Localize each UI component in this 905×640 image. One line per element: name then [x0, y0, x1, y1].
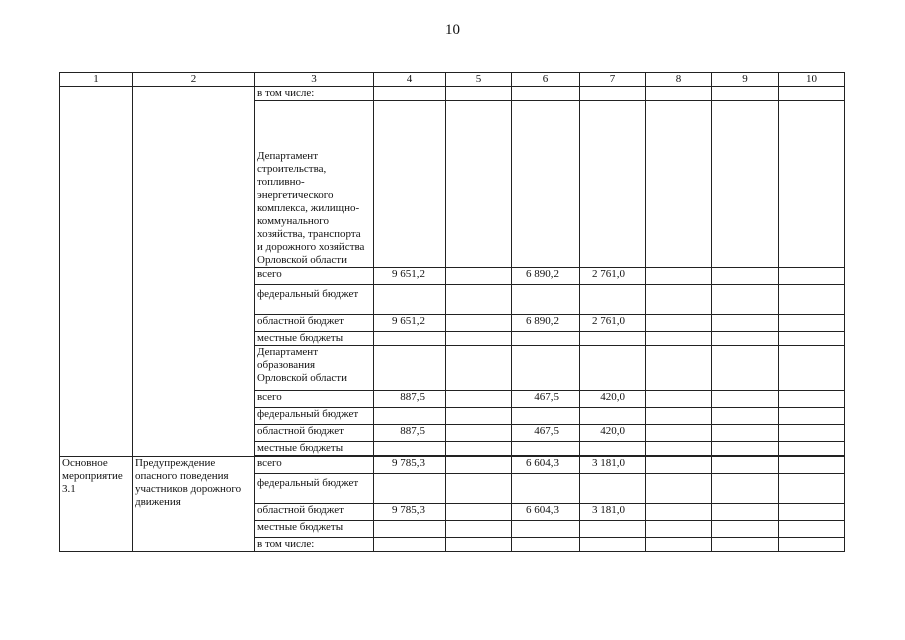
- continuation-cell-col2: [133, 87, 255, 457]
- row-label: областной бюджет: [255, 504, 374, 521]
- budget-table: [59, 72, 845, 552]
- row-label: федеральный бюджет: [255, 408, 374, 425]
- value-cell: [512, 285, 580, 315]
- row-label: областной бюджет: [255, 315, 374, 332]
- value-cell: 9 651,2: [374, 315, 446, 332]
- value-cell: 3 181,0: [580, 457, 646, 474]
- value-cell: 9 651,2: [374, 268, 446, 285]
- value-cell: [374, 521, 446, 538]
- header-cell-5: 5: [446, 73, 512, 87]
- value-cell: [580, 538, 646, 552]
- value-cell: [580, 474, 646, 504]
- department-name: Департамент строительства, топливно-энергетического комплекса, жилищно-коммунального хозяйства, транспорта и дорожного хозяйства Орловской области: [255, 101, 374, 268]
- header-cell-3: 3: [255, 73, 374, 87]
- header-cell-8: 8: [646, 73, 712, 87]
- value-cell: [374, 285, 446, 315]
- value-cell: [512, 408, 580, 425]
- department-name: Департамент образования Орловской области: [255, 346, 374, 391]
- value-cell: [580, 442, 646, 456]
- value-cell: 2 761,0: [580, 268, 646, 285]
- value-cell: 887,5: [374, 391, 446, 408]
- value-cell: [374, 538, 446, 552]
- value-cell: 420,0: [580, 391, 646, 408]
- value-cell: 467,5: [512, 391, 580, 408]
- value-cell: 3 181,0: [580, 504, 646, 521]
- table-row: [60, 87, 845, 101]
- value-cell: 6 604,3: [512, 457, 580, 474]
- row-label: всего: [255, 457, 374, 474]
- value-cell: 420,0: [580, 425, 646, 442]
- table-row: [60, 457, 845, 474]
- row-label: областной бюджет: [255, 425, 374, 442]
- value-cell: [374, 474, 446, 504]
- value-cell: [512, 332, 580, 346]
- value-cell: [512, 442, 580, 456]
- row-label: всего: [255, 268, 374, 285]
- value-cell: 2 761,0: [580, 315, 646, 332]
- value-cell: [512, 538, 580, 552]
- header-cell-1: 1: [60, 73, 133, 87]
- activity-description: Предупреждение опасного поведения участников дорожного движения: [133, 457, 255, 552]
- header-cell-7: 7: [580, 73, 646, 87]
- value-cell: 9 785,3: [374, 504, 446, 521]
- header-cell-4: 4: [374, 73, 446, 87]
- value-cell: 6 604,3: [512, 504, 580, 521]
- row-label: в том числе:: [255, 538, 374, 552]
- value-cell: 467,5: [512, 425, 580, 442]
- continuation-cell-col1: [60, 87, 133, 457]
- value-cell: 9 785,3: [374, 457, 446, 474]
- header-cell-2: 2: [133, 73, 255, 87]
- header-row: [60, 73, 845, 87]
- value-cell: [580, 521, 646, 538]
- value-cell: [374, 442, 446, 456]
- row-label: местные бюджеты: [255, 442, 374, 456]
- value-cell: [512, 474, 580, 504]
- value-cell: [580, 332, 646, 346]
- row-label: всего: [255, 391, 374, 408]
- header-cell-9: 9: [712, 73, 779, 87]
- activity-code: Основное мероприятие 3.1: [60, 457, 133, 552]
- value-cell: [374, 332, 446, 346]
- value-cell: [374, 408, 446, 425]
- value-cell: [580, 285, 646, 315]
- header-cell-6: 6: [512, 73, 580, 87]
- value-cell: 887,5: [374, 425, 446, 442]
- header-cell-10: 10: [779, 73, 845, 87]
- page-number: 10: [445, 22, 460, 38]
- row-label: в том числе:: [255, 87, 374, 101]
- row-label: местные бюджеты: [255, 332, 374, 346]
- row-label: федеральный бюджет: [255, 474, 374, 504]
- value-cell: [580, 408, 646, 425]
- value-cell: [512, 521, 580, 538]
- row-label: федеральный бюджет: [255, 285, 374, 315]
- value-cell: 6 890,2: [512, 315, 580, 332]
- row-label: местные бюджеты: [255, 521, 374, 538]
- value-cell: 6 890,2: [512, 268, 580, 285]
